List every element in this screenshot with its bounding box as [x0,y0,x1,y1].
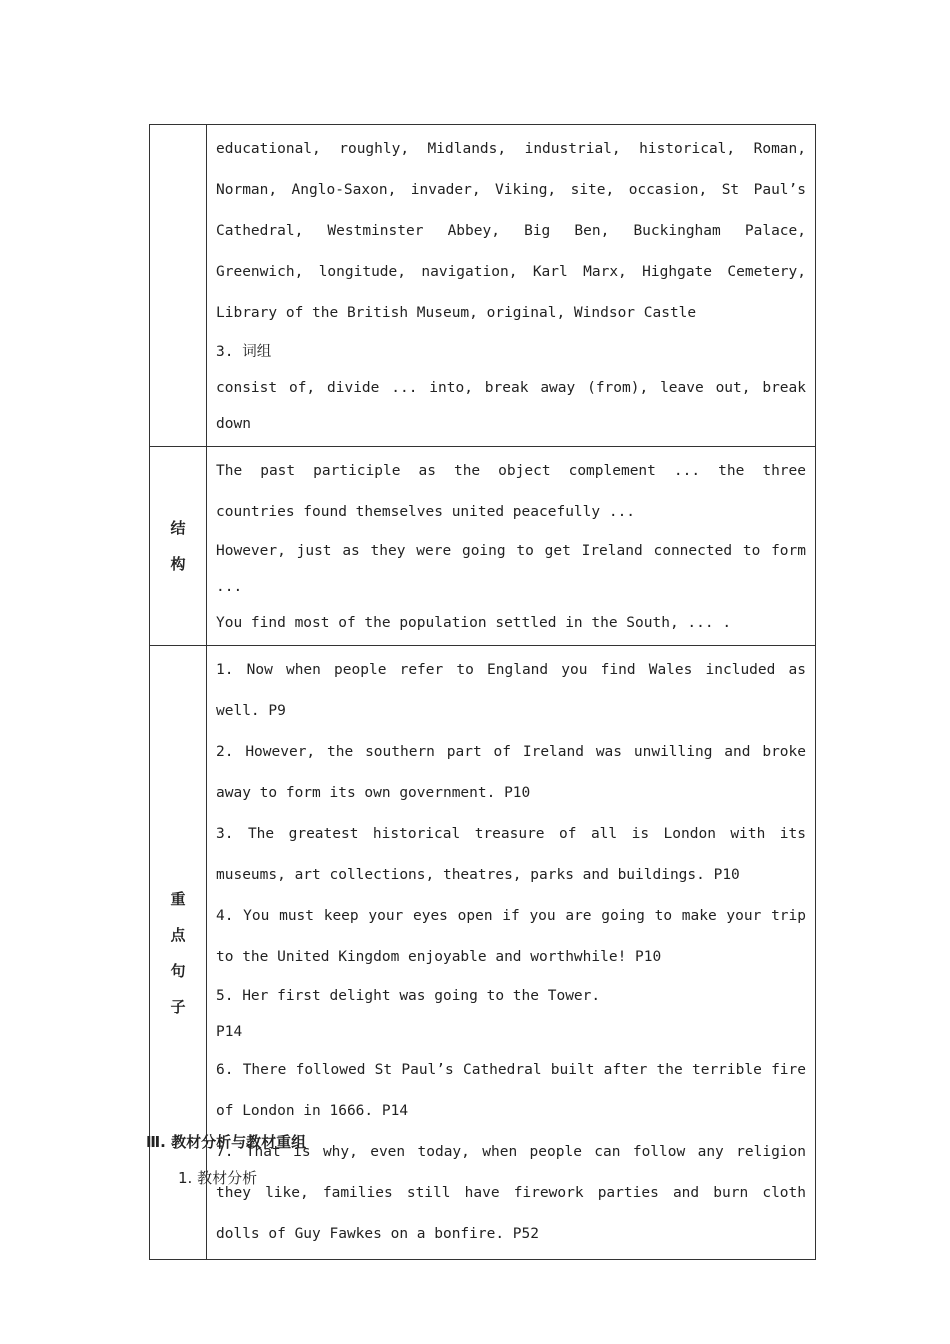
key-sentence: 3. The greatest historical treasure of all is London with its museums, art collections, theatres, parks and buildings. P10 [216,826,806,883]
structure-line: You find most of the population settled in the South, ... . [216,615,732,631]
structure-line: However, just as they were going to get Ireland connected to form ... [216,543,806,595]
section-heading: Ⅲ. 教材分析与教材重组 [146,1133,307,1151]
vocabulary-row-label [150,125,207,447]
key-sentence: 7. That is why, even today, when people can follow any religion they like, families still have firework parties and burn cloth dolls of Guy Fawkes on a bonfire. P52 [216,1144,806,1242]
structure-line: The past participle as the object complement ... the three countries found themselves united peacefully ... [216,463,806,520]
structure-row [150,447,816,646]
key-sentences-label-char: 句 [170,961,186,980]
key-sentence: 5. Her first delight was going to the Tower. [216,988,601,1004]
key-sentence: 2. However, the southern part of Ireland was unwilling and broke away to form its own government. P10 [216,744,806,801]
key-sentences-content [207,646,816,1260]
structure-content [207,447,816,646]
key-sentences-label-char: 重 [170,889,186,908]
phrases-list: consist of, divide ... into, break away (from), leave out, break down [216,380,806,432]
vocabulary-content [207,125,816,447]
vocabulary-words: educational, roughly, Midlands, industrial, historical, Roman, Norman, Anglo-Saxon, invader, Viking, site, occasion, St Paul’s Cathedral, Westminster Abbey, Big Ben, Buckingham Palace, Greenwich, longitude, navigation, Karl Marx, Highgate Cemetery, Library of the British Museum, original, Windsor Castle [216,141,806,321]
key-sentence: 6. There followed St Paul’s Cathedral built after the terrible fire of London in 1666. P14 [216,1062,806,1119]
structure-label-char: 结 [170,519,186,537]
sub-heading: 1. 教材分析 [178,1169,258,1187]
key-sentence: 1. Now when people refer to England you find Wales included as well. P9 [216,662,806,719]
vocabulary-row [150,125,816,447]
key-sentences-label-char: 子 [170,997,186,1016]
structure-label-char: 构 [170,555,186,573]
phrases-heading: 3. 词组 [216,344,272,360]
key-sentence: 4. You must keep your eyes open if you are going to make your trip to the United Kingdom enjoyable and worthwhile! P10 [216,908,806,965]
structure-label [150,447,207,646]
lesson-plan-table [149,124,816,1260]
key-sentence-page-ref: P14 [216,1024,243,1040]
key-sentences-label-char: 点 [170,925,186,944]
